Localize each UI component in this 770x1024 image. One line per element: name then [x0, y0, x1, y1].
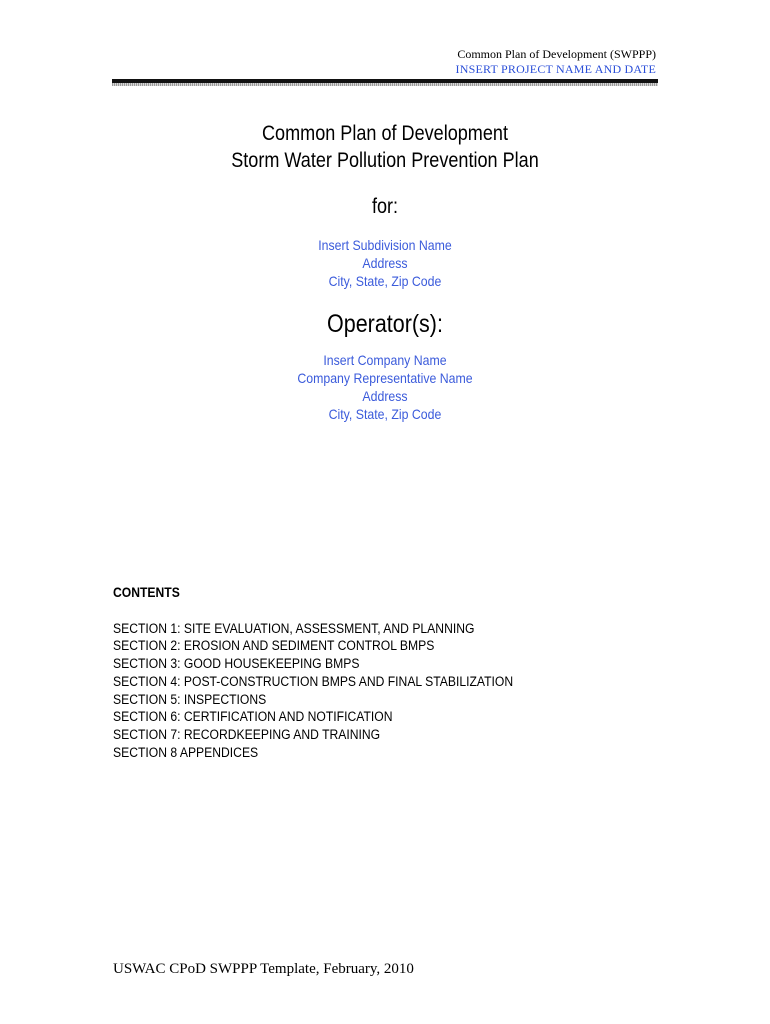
footer-text: USWAC CPoD SWPPP Template, February, 2010 [113, 961, 414, 977]
contents-section-6: SECTION 6: CERTIFICATION AND NOTIFICATION [113, 709, 393, 725]
operators-label: Operator(s): [327, 310, 443, 338]
contents-section-7: SECTION 7: RECORDKEEPING AND TRAINING [113, 726, 381, 742]
contents-heading: CONTENTS [113, 585, 180, 600]
company-representative-placeholder: Company Representative Name [297, 370, 473, 386]
for-label: for: [371, 195, 399, 218]
operator-city-state-zip-placeholder: City, State, Zip Code [328, 406, 442, 422]
header-document-title: Common Plan of Development (SWPPP) [457, 47, 656, 61]
contents-section-8: SECTION 8 APPENDICES [113, 744, 259, 760]
subdivision-name-placeholder: Insert Subdivision Name [318, 237, 452, 253]
contents-section-5: SECTION 5: INSPECTIONS [113, 691, 267, 707]
title-line-1: Common Plan of Development [262, 122, 508, 145]
operator-address-placeholder: Address [362, 388, 408, 404]
contents-section-1: SECTION 1: SITE EVALUATION, ASSESSMENT, AND PLANNING [113, 620, 475, 636]
contents-section-2: SECTION 2: EROSION AND SEDIMENT CONTROL BMPS [113, 638, 435, 654]
site-city-state-zip-placeholder: City, State, Zip Code [328, 273, 442, 289]
contents-section-3: SECTION 3: GOOD HOUSEKEEPING BMPS [113, 656, 360, 672]
contents-section-4: SECTION 4: POST-CONSTRUCTION BMPS AND FINAL STABILIZATION [113, 673, 514, 689]
company-name-placeholder: Insert Company Name [323, 352, 447, 368]
site-info [0, 236, 770, 290]
document-title [0, 120, 770, 174]
title-line-2: Storm Water Pollution Prevention Plan [231, 149, 539, 172]
header-project-placeholder: INSERT PROJECT NAME AND DATE [455, 62, 656, 76]
operator-info [0, 351, 770, 423]
header-divider-shadow [112, 83, 658, 86]
site-address-placeholder: Address [362, 255, 408, 271]
table-of-contents [113, 584, 558, 761]
